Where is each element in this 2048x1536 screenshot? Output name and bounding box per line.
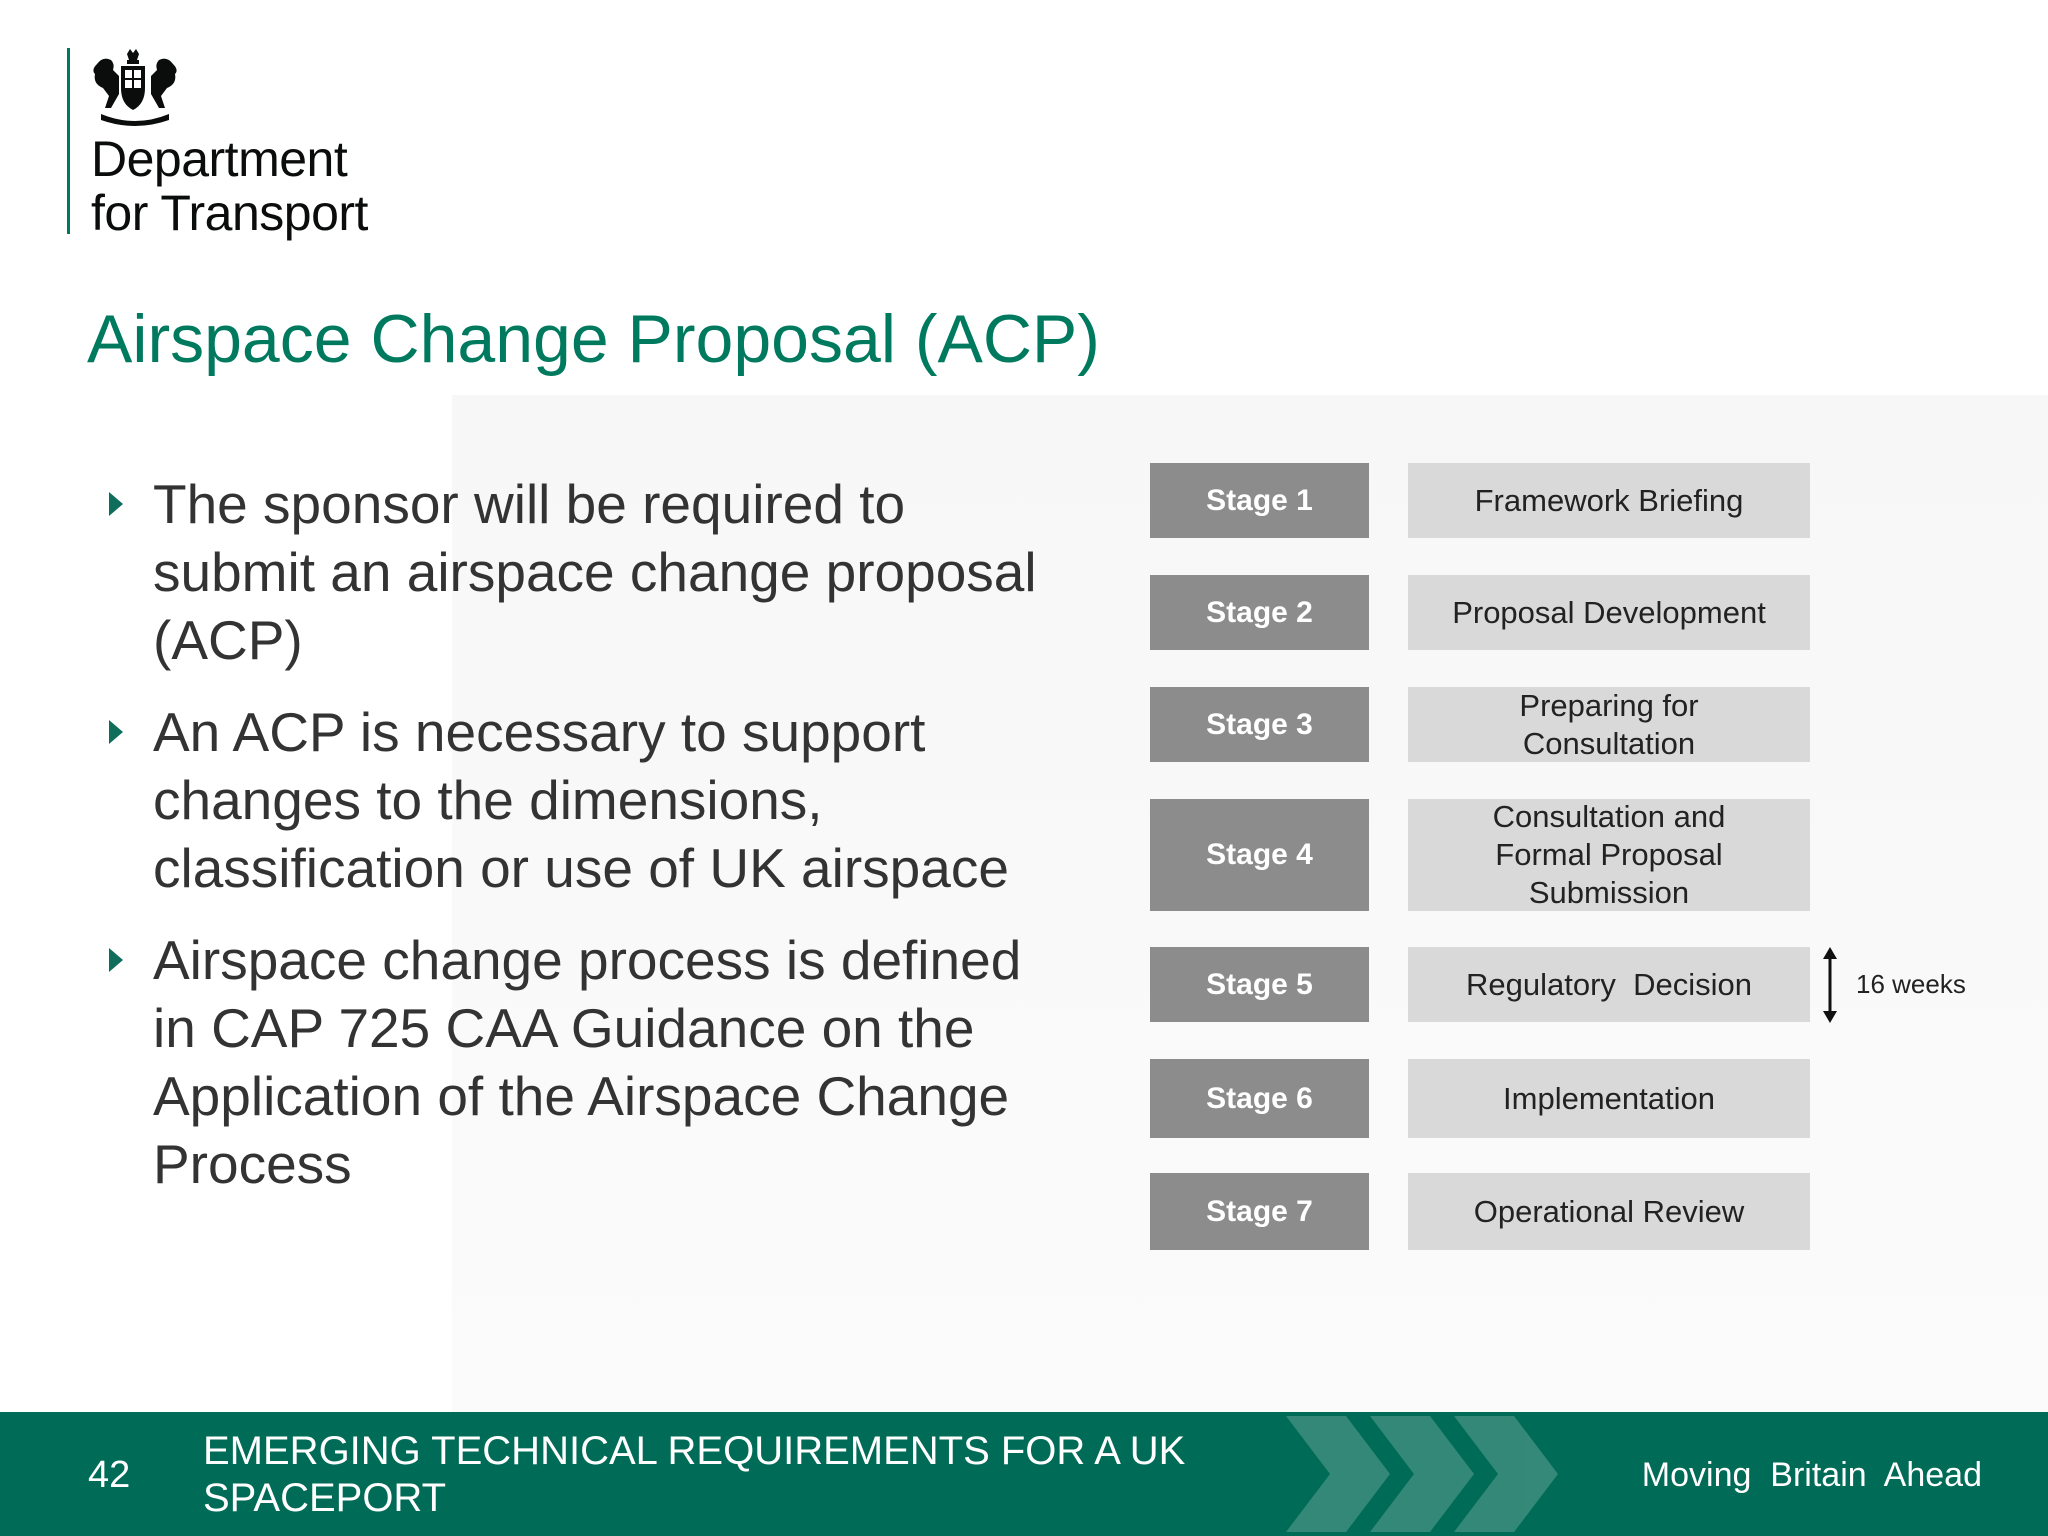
stage-label: Stage 1 xyxy=(1150,463,1369,538)
bullet-text: Airspace change process is defined in CAP 725 CAA Guidance on the Application of the Airspace Change Process xyxy=(153,929,1022,1195)
department-name-line1: Department xyxy=(91,131,348,187)
stage-label: Stage 5 xyxy=(1150,947,1369,1022)
footer-title: EMERGING TECHNICAL REQUIREMENTS FOR A UK SPACEPORT xyxy=(203,1429,1186,1520)
bullet-list xyxy=(106,470,1076,1222)
bullet-arrow-icon xyxy=(109,720,123,744)
department-logo xyxy=(67,48,407,241)
bullet-item xyxy=(106,926,1076,1198)
royal-crest-icon xyxy=(87,48,183,126)
stage-step: Operational Review xyxy=(1408,1173,1810,1250)
logo-accent-bar xyxy=(67,48,70,234)
stage-label: Stage 6 xyxy=(1150,1059,1369,1138)
duration-indicator xyxy=(1818,947,1980,1023)
duration-label: 16 weeks xyxy=(1856,969,1966,999)
stage-step: Implementation xyxy=(1408,1059,1810,1138)
stage-label: Stage 7 xyxy=(1150,1173,1369,1250)
stage-step: Preparing for Consultation xyxy=(1408,687,1810,762)
bullet-text: An ACP is necessary to support changes to the dimensions, classification or use of UK airspace xyxy=(153,701,1009,899)
stage-step: Consultation and Formal Proposal Submission xyxy=(1408,799,1810,911)
stage-step: Proposal Development xyxy=(1408,575,1810,650)
stage-label: Stage 3 xyxy=(1150,687,1369,762)
bullet-text: The sponsor will be required to submit an airspace change proposal (ACP) xyxy=(153,473,1037,671)
stage-step: Framework Briefing xyxy=(1408,463,1810,538)
bullet-arrow-icon xyxy=(109,948,123,972)
department-name-line2: for Transport xyxy=(91,185,368,241)
acp-stages-diagram xyxy=(1150,463,1980,1253)
stage-label: Stage 2 xyxy=(1150,575,1369,650)
page-title: Airspace Change Proposal (ACP) xyxy=(87,301,1100,377)
double-arrow-icon xyxy=(1818,947,1842,1023)
footer-bar xyxy=(0,1412,2048,1536)
stage-step: Regulatory Decision xyxy=(1408,947,1810,1022)
footer-tagline: Moving Britain Ahead xyxy=(1641,1456,1982,1494)
page-number: 42 xyxy=(88,1454,131,1496)
bullet-item xyxy=(106,470,1076,674)
department-name xyxy=(91,132,368,240)
stage-label: Stage 4 xyxy=(1150,799,1369,911)
bullet-arrow-icon xyxy=(109,492,123,516)
chevrons-decoration-icon xyxy=(1282,1412,1582,1536)
bullet-item xyxy=(106,698,1076,902)
